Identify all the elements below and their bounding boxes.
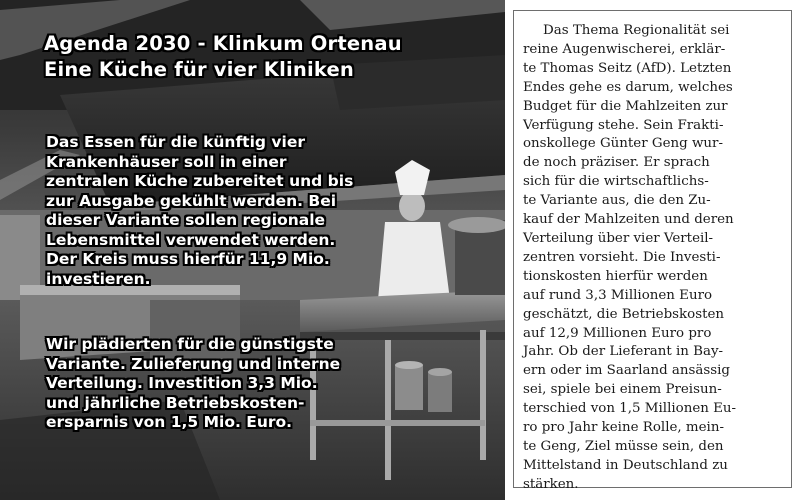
- headline-line-2: Eine Küche für vier Kliniken: [44, 58, 355, 81]
- article-line: te Geng, Ziel müsse sein, den: [523, 438, 724, 454]
- text-line: dieser Variante sollen regionale: [46, 211, 326, 229]
- article-line: terschied von 1,5 Millionen Eu-: [523, 401, 737, 417]
- text-line: Wir plädierten für die günstigste: [46, 335, 334, 353]
- article-line: geschätzt, die Betriebskosten: [523, 306, 725, 322]
- text-line: Verteilung. Investition 3,3 Mio.: [46, 374, 318, 392]
- text-line: Krankenhäuser soll in einer: [46, 152, 287, 171]
- article-line: Budget für die Mahlzeiten zur: [523, 98, 728, 114]
- article-line: Jahr. Ob der Lieferant in Bay-: [523, 344, 724, 360]
- article-line: kauf der Mahlzeiten und deren: [523, 212, 734, 228]
- text-line: Variante. Zulieferung und interne: [46, 354, 341, 373]
- summary-paragraph-2: [46, 335, 406, 433]
- text-line: zentralen Küche zubereitet und bis: [46, 172, 354, 190]
- article-line: Das Thema Regionalität sei: [543, 23, 730, 38]
- article-line: sich für die wirtschaftlichs-: [523, 174, 709, 190]
- article-line: zentren vorsieht. Die Investi-: [523, 249, 721, 265]
- text-line: ersparnis von 1,5 Mio. Euro.: [46, 413, 293, 431]
- article-line: Endes gehe es darum, welches: [523, 79, 733, 95]
- text-line: investieren.: [46, 269, 151, 288]
- article-line: ro pro Jahr keine Rolle, mein-: [523, 420, 724, 436]
- article-line: ern oder im Saarland ansässig: [523, 363, 730, 379]
- text-line: und jährliche Betriebskosten-: [46, 393, 305, 412]
- article-line: reine Augenwischerei, erklär-: [523, 41, 726, 57]
- headline-line-1: Agenda 2030 - Klinkum Ortenau: [44, 32, 402, 55]
- article-line: onskollege Günter Geng wur-: [523, 136, 723, 152]
- article-line: Verfügung stehe. Sein Frakti-: [523, 117, 724, 133]
- article-line: sei, spiele bei einem Preisun-: [523, 382, 722, 398]
- article-text: [523, 22, 736, 495]
- article-line: de noch präziser. Er sprach: [523, 155, 710, 171]
- text-line: zur Ausgabe gekühlt werden. Bei: [46, 191, 337, 210]
- article-line: Verteilung über vier Verteil-: [523, 230, 714, 246]
- text-line: Das Essen für die künftig vier: [46, 133, 305, 151]
- article-line: Mittelstand in Deutschland zu: [523, 457, 728, 473]
- article-line: te Variante aus, die den Zu-: [523, 193, 711, 209]
- article-line: te Thomas Seitz (AfD). Letzten: [523, 60, 732, 76]
- newspaper-clipping: [505, 0, 800, 500]
- text-line: Lebensmittel verwendet werden.: [46, 230, 336, 249]
- summary-paragraph-1: [46, 133, 406, 289]
- text-line: Der Kreis muss hierfür 11,9 Mio.: [46, 250, 330, 268]
- article-line: auf 12,9 Millionen Euro pro: [523, 325, 712, 341]
- article-line: auf rund 3,3 Millionen Euro: [523, 287, 713, 303]
- article-line: stärken.: [523, 476, 579, 492]
- article-line: tionskosten hierfür werden: [523, 268, 708, 284]
